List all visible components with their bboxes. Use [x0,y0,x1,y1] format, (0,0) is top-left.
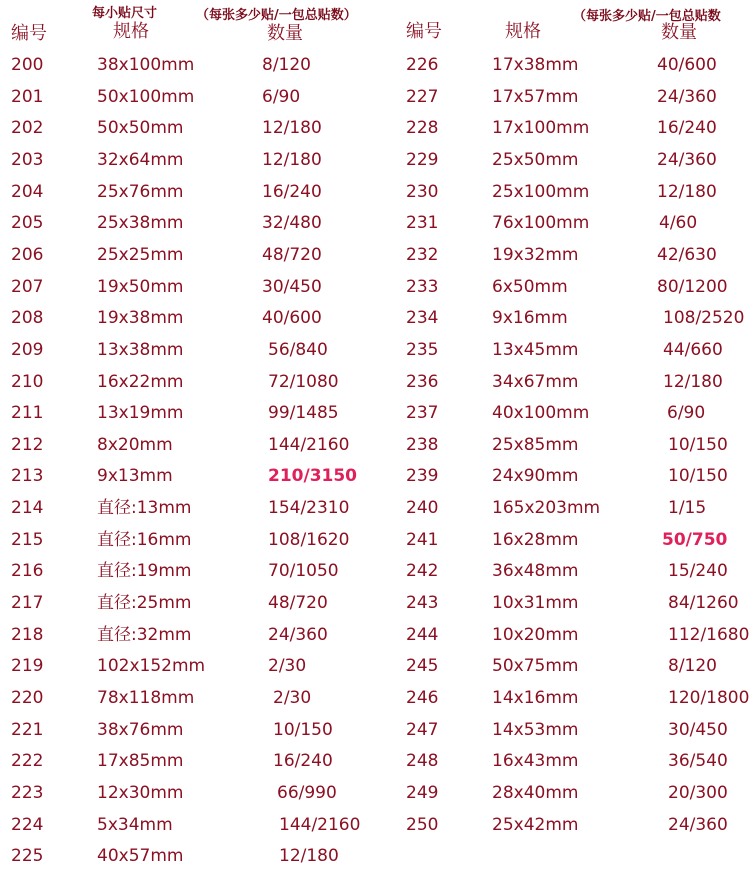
row-qty: 4/60 [659,213,698,233]
row-code: 225 [11,846,44,866]
row-code: 248 [406,751,439,771]
row-qty: 36/540 [668,751,728,771]
row-size: 25x100mm [492,182,590,202]
row-size: 17x38mm [492,55,579,75]
row-qty: 20/300 [668,783,728,803]
row-size: 78x118mm [97,688,195,708]
row-size: 16x22mm [97,372,184,392]
row-code: 207 [11,277,44,297]
row-size: 直径:13mm [97,498,192,518]
row-code: 236 [406,372,439,392]
row-qty: 40/600 [262,308,322,328]
qty-note-right: （每张多少贴/一包总贴数 [573,9,721,24]
row-size: 12x30mm [97,783,184,803]
row-qty: 48/720 [268,593,328,613]
row-code: 208 [11,308,44,328]
row-code: 229 [406,150,439,170]
row-size: 76x100mm [492,213,590,233]
row-code: 232 [406,245,439,265]
row-code: 200 [11,55,44,75]
header-code-left: 编号 [11,23,47,44]
row-qty: 84/1260 [668,593,739,613]
row-size: 直径:19mm [97,561,192,581]
row-code: 239 [406,466,439,486]
row-size: 50x50mm [97,118,184,138]
row-size: 13x45mm [492,340,579,360]
row-qty: 48/720 [262,245,322,265]
row-qty: 12/180 [657,182,717,202]
row-size: 14x53mm [492,720,579,740]
row-qty: 66/990 [277,783,337,803]
row-code: 219 [11,656,44,676]
row-code: 218 [11,625,44,645]
row-code: 238 [406,435,439,455]
row-size: 28x40mm [492,783,579,803]
row-code: 241 [406,530,439,550]
row-size: 25x38mm [97,213,184,233]
row-code: 206 [11,245,44,265]
row-size: 9x16mm [492,308,568,328]
row-qty: 24/360 [268,625,328,645]
row-size: 165x203mm [492,498,601,518]
row-size: 36x48mm [492,561,579,581]
size-note: 每小贴尺寸 [92,6,158,21]
row-qty: 8/120 [262,55,311,75]
row-code: 210 [11,372,44,392]
row-qty: 99/1485 [268,403,339,423]
row-qty: 40/600 [657,55,717,75]
row-qty: 108/2520 [663,308,745,328]
row-qty: 42/630 [657,245,717,265]
row-qty: 120/1800 [668,688,750,708]
row-code: 246 [406,688,439,708]
row-size: 19x38mm [97,308,184,328]
row-code: 214 [11,498,44,518]
header-qty-left: 数量 [267,23,303,44]
row-qty: 72/1080 [268,372,339,392]
row-size: 50x100mm [97,87,195,107]
row-qty: 2/30 [273,688,312,708]
header-qty-right: 数量 [661,22,697,43]
row-code: 243 [406,593,439,613]
row-size: 10x20mm [492,625,579,645]
row-code: 242 [406,561,439,581]
row-qty: 15/240 [668,561,728,581]
row-code: 240 [406,498,439,518]
row-qty: 10/150 [273,720,333,740]
row-code: 222 [11,751,44,771]
row-code: 217 [11,593,44,613]
row-size: 40x57mm [97,846,184,866]
row-code: 230 [406,182,439,202]
row-qty: 70/1050 [268,561,339,581]
row-size: 34x67mm [492,372,579,392]
header-spec-left: 规格 [113,21,149,42]
row-size: 直径:32mm [97,625,192,645]
qty-note-left: （每张多少贴/一包总贴数） [196,8,357,23]
row-qty: 56/840 [268,340,328,360]
row-size: 6x50mm [492,277,568,297]
row-qty: 16/240 [657,118,717,138]
row-code: 220 [11,688,44,708]
row-code: 223 [11,783,44,803]
row-code: 221 [11,720,44,740]
row-code: 224 [11,815,44,835]
row-size: 17x57mm [492,87,579,107]
row-qty: 80/1200 [657,277,728,297]
row-size: 24x90mm [492,466,579,486]
row-qty: 16/240 [262,182,322,202]
row-size: 16x43mm [492,751,579,771]
row-size: 直径:16mm [97,530,192,550]
row-size: 25x85mm [492,435,579,455]
row-size: 25x50mm [492,150,579,170]
row-qty: 210/3150 [268,466,358,486]
row-size: 8x20mm [97,435,173,455]
row-qty: 44/660 [663,340,723,360]
row-code: 211 [11,403,44,423]
row-qty: 8/120 [668,656,717,676]
row-size: 13x19mm [97,403,184,423]
row-qty: 30/450 [262,277,322,297]
row-code: 228 [406,118,439,138]
row-code: 212 [11,435,44,455]
row-size: 25x25mm [97,245,184,265]
row-qty: 6/90 [667,403,706,423]
row-code: 234 [406,308,439,328]
row-size: 19x32mm [492,245,579,265]
row-code: 209 [11,340,44,360]
row-code: 250 [406,815,439,835]
row-qty: 144/2160 [268,435,350,455]
row-code: 247 [406,720,439,740]
row-code: 202 [11,118,44,138]
row-size: 25x76mm [97,182,184,202]
row-size: 40x100mm [492,403,590,423]
row-size: 16x28mm [492,530,579,550]
row-code: 233 [406,277,439,297]
row-code: 201 [11,87,44,107]
row-size: 102x152mm [97,656,206,676]
row-code: 226 [406,55,439,75]
row-size: 9x13mm [97,466,173,486]
row-size: 38x76mm [97,720,184,740]
row-qty: 112/1680 [668,625,750,645]
row-qty: 16/240 [273,751,333,771]
row-qty: 2/30 [268,656,307,676]
row-code: 227 [406,87,439,107]
row-qty: 30/450 [668,720,728,740]
row-qty: 12/180 [279,846,339,866]
row-qty: 24/360 [657,87,717,107]
row-code: 244 [406,625,439,645]
row-qty: 24/360 [657,150,717,170]
row-qty: 108/1620 [268,530,350,550]
row-code: 235 [406,340,439,360]
row-size: 25x42mm [492,815,579,835]
row-code: 205 [11,213,44,233]
row-qty: 144/2160 [279,815,361,835]
row-size: 32x64mm [97,150,184,170]
row-qty: 10/150 [668,435,728,455]
row-size: 5x34mm [97,815,173,835]
row-qty: 10/150 [668,466,728,486]
row-code: 245 [406,656,439,676]
row-qty: 12/180 [663,372,723,392]
row-size: 直径:25mm [97,593,192,613]
row-qty: 12/180 [262,118,322,138]
row-size: 38x100mm [97,55,195,75]
row-code: 249 [406,783,439,803]
row-code: 215 [11,530,44,550]
row-size: 10x31mm [492,593,579,613]
row-size: 13x38mm [97,340,184,360]
row-qty: 154/2310 [268,498,350,518]
row-code: 204 [11,182,44,202]
row-code: 231 [406,213,439,233]
row-size: 17x100mm [492,118,590,138]
row-size: 17x85mm [97,751,184,771]
row-code: 237 [406,403,439,423]
row-qty: 12/180 [262,150,322,170]
row-code: 203 [11,150,44,170]
row-size: 14x16mm [492,688,579,708]
row-qty: 50/750 [662,530,728,550]
row-qty: 32/480 [262,213,322,233]
row-size: 19x50mm [97,277,184,297]
header-spec-right: 规格 [505,21,541,42]
row-code: 216 [11,561,44,581]
row-qty: 24/360 [668,815,728,835]
row-qty: 1/15 [668,498,707,518]
row-code: 213 [11,466,44,486]
row-size: 50x75mm [492,656,579,676]
row-qty: 6/90 [262,87,301,107]
header-code-right: 编号 [406,21,442,42]
